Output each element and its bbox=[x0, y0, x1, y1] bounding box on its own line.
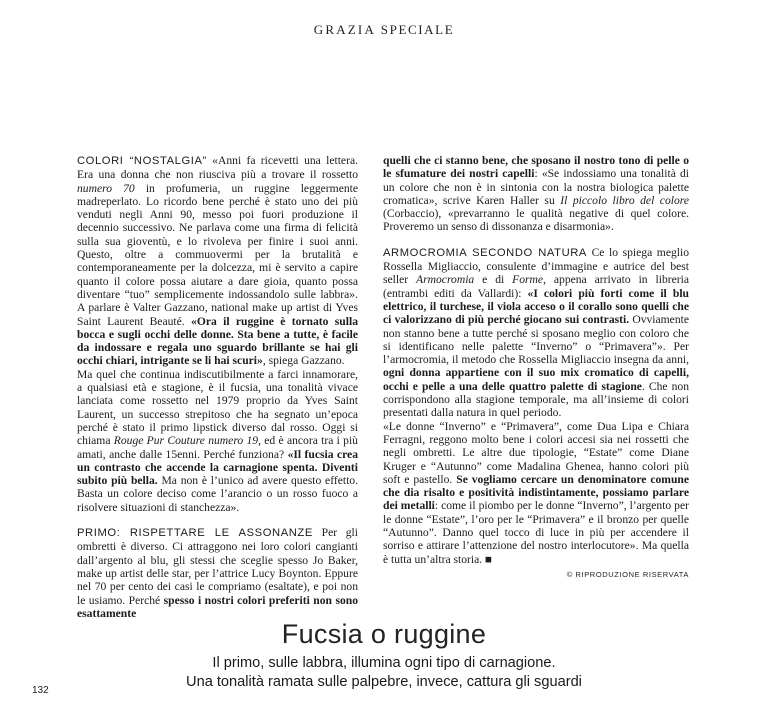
body-text: Ovviamente non stanno bene a tutte perché si sposano meglio con coloro che si identificano nelle palette “Inverno” o “Primavera”». Per l’armocromia, il metodo che Rossella Migliaccio insegna da anni, bbox=[383, 313, 689, 367]
section-heading: ARMOCROMIA SECONDO NATURA bbox=[383, 246, 587, 259]
bold-text: «I colori più forti come il blu elettrico, il turchese, il viola acceso o il corallo sono quelli che ci valorizzano di più perché giocano sui contrasti. bbox=[383, 286, 689, 327]
paragraph bbox=[383, 154, 689, 234]
bold-text: «Il fucsia crea un contrasto che accende la carnagione spenta. Diventi subito più bella. bbox=[77, 447, 359, 488]
bold-text: spesso i nostri colori preferiti non sono esattamente bbox=[77, 593, 358, 620]
paragraph bbox=[383, 420, 689, 566]
italic-text: Rouge Pur Couture numero 19 bbox=[113, 434, 259, 448]
article-headline: Fucsia o ruggine bbox=[281, 619, 487, 649]
italic-text: Forme bbox=[512, 273, 544, 287]
body-text: «Anni fa ricevetti una lettera. Era una donna che non riusciva più a trovare il rossetto bbox=[77, 154, 358, 182]
body-text: : come il piombo per le donne “Inverno”, l’argento per le donne “Estate”, l’oro per le “Primavera” e il bronzo per quelle “Autunno”. Danno quel tocco di luce in più per accendere il sorriso e attirare l’attenzione del nostro interlocutore». Ma quella è tutta un’altra storia. ■ bbox=[383, 499, 689, 566]
subheadline-line: Una tonalità ramata sulle palpebre, invece, cattura gli sguardi bbox=[186, 673, 582, 690]
italic-text: Il piccolo libro del colore bbox=[560, 193, 690, 207]
paragraph bbox=[77, 368, 358, 514]
article-column-left bbox=[77, 154, 358, 620]
masthead-section: SPECIALE bbox=[380, 22, 455, 37]
subheadline-line: Il primo, sulle labbra, illumina ogni tipo di carnagione. bbox=[212, 655, 556, 671]
section-heading: PRIMO: RISPETTARE LE ASSONANZE bbox=[77, 527, 313, 540]
body-text: (Corbaccio), «prevarranno le qualità negative di quel colore. Proveremo un senso di dissonanza e disarmonia». bbox=[383, 207, 689, 234]
page-number: 132 bbox=[32, 685, 49, 696]
masthead-brand: GRAZIA bbox=[313, 22, 376, 37]
italic-text: Armocromia bbox=[416, 273, 475, 287]
bold-text: ogni donna appartiene con il suo mix cromatico di capelli, occhi e pelle a una delle quattro palette di stagione bbox=[383, 366, 689, 393]
bold-text: «Ora il ruggine è tornato sulla bocca e sugli occhi delle donne. Sta bene a tutte, è facile da indossare e regala uno sguardo brillante se hai gli occhi chiari, intrigante se li hai scuri» bbox=[77, 314, 358, 368]
article-subheadline bbox=[0, 654, 768, 691]
italic-text: numero 70 bbox=[77, 181, 135, 195]
body-text: , spiega Gazzano. bbox=[262, 354, 345, 368]
masthead bbox=[0, 22, 768, 38]
bold-text: Se vogliamo cercare un denominatore comune che dia risalto e positività indistintamente, possiamo parlare dei metalli bbox=[383, 472, 689, 513]
body-text: «Le donne “Inverno” e “Primavera”, come Dua Lipa e Chiara Ferragni, reggono molto bene i colori accesi sia nei rossetti che negli ombretti. Le altre due tipologie, “Estate” come Diane Kruger e “Autunno” come Madalina Ghenea, hanno colori più soft e pastello. bbox=[383, 419, 689, 486]
paragraph bbox=[383, 246, 689, 420]
paragraph bbox=[77, 154, 358, 368]
bold-text: quelli che ci stanno bene, che sposano il nostro tono di pelle o le sfumature dei nostri capelli bbox=[383, 154, 689, 181]
copyright-notice: © RIPRODUZIONE RISERVATA bbox=[566, 569, 689, 579]
body-text: Ce lo spiega meglio Rossella Migliaccio, consulente d’immagine e autrice del best seller bbox=[383, 245, 689, 287]
body-text: . Che non corrispondono alla stagione temporale, ma all’insieme di colori presentati dalla natura in quel periodo. bbox=[383, 379, 690, 420]
body-text: e di bbox=[474, 273, 513, 287]
body-text: Per gli ombretti è diverso. Ci attraggono nei loro colori cangianti dall’argento al blu, gli stessi che sceglie spesso Jo Baker, make up artist delle star, per l’attrice Lucy Boynton. Eppure nel 70 per cento dei casi le compriamo (esaltate), e poi non le usiamo. Perché bbox=[77, 526, 358, 607]
section-heading: COLORI “NOSTALGIA” bbox=[77, 155, 207, 167]
body-text: : «Se indossiamo una tonalità di un colore che non è in sintonia con la nostra biologica palette cromatica», scrive Karen Haller su bbox=[383, 167, 689, 207]
body-text: , ed è ancora tra i più amati, anche dalle 15enni. Perché funziona? bbox=[77, 434, 358, 461]
body-text: Ma non è l’unico ad avere questo effetto. Basta un colore deciso come l’arancio o un rosso fuoco a risolvere situazioni di stanchezza». bbox=[77, 474, 358, 514]
body-text: Ma quel che continua indiscutibilmente a farci innamorare, a qualsiasi età e stagione, è il fucsia, una tonalità vivace lanciata come rossetto nel 1979 proprio da Yves Saint Laurent, un successo strepitoso che ha segnato un’epoca perché è stato il primo lipstick diverso dal rosso. Oggi si chiama bbox=[77, 367, 358, 448]
body-text: , appena arrivato in libreria (entrambi editi da Vallardi): bbox=[383, 273, 689, 300]
paragraph bbox=[77, 526, 358, 620]
article-column-right bbox=[383, 154, 689, 581]
body-text: in profumeria, un ruggine leggermente madreperlato. Lo ricordo bene perché è stato uno dei più venduti negli Anni 90, messo poi fuori produzione il decennio successivo. Ne parlava come una firma di felicità sulla sua gioventù, e lo rivoleva per finire i suoi anni. Questo, oltre a commuovermi per la brutalità e contemporaneamente per la dolcezza, mi è servito a capire quanto il colore possa aiutare a dare gioia, quanto possa diventare “tuo” semplicemente indossandolo sulle labbra». A parlare è Valter Gazzano, national make up artist di Yves Saint Laurent Beauté. bbox=[77, 181, 359, 328]
